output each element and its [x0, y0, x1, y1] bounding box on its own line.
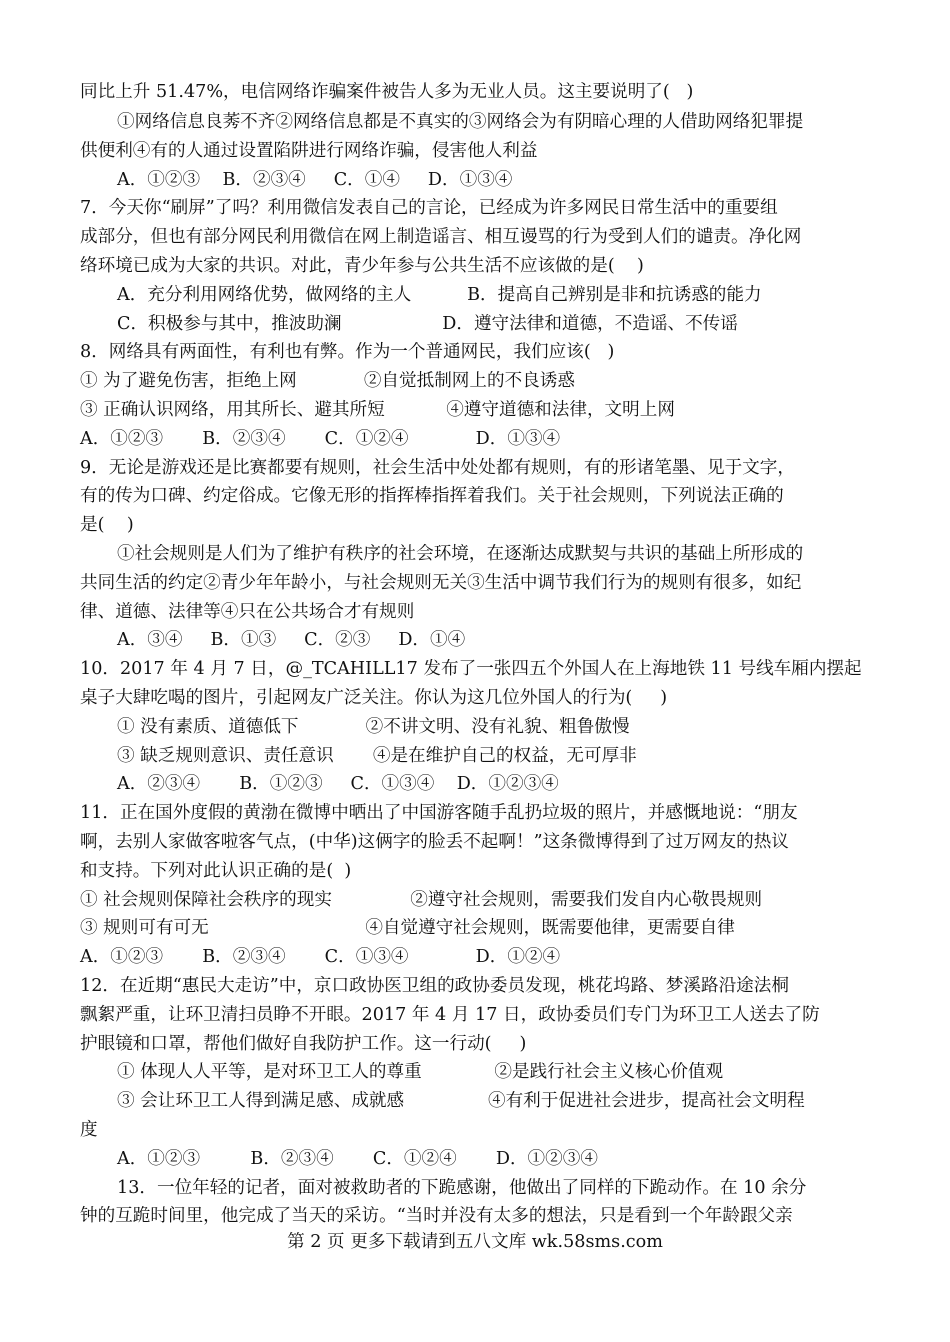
- text-line: 成部分，但也有部分网民利用微信在网上制造谣言、相互谩骂的行为受到人们的谴责。净化网: [80, 227, 802, 247]
- text-line: 和支持。下列对此认识正确的是( ): [80, 861, 352, 881]
- text-line: 共同生活的约定②青少年年龄小，与社会规则无关③生活中调节我们行为的规则有很多，如纪: [80, 573, 802, 593]
- text-line: ③ 会让环卫工人得到满足感、成就感 ④有利于促进社会进步，提高社会文明程: [117, 1091, 805, 1111]
- text-line: 护眼镜和口罩，帮他们做好自我防护工作。这一行动( ): [80, 1034, 527, 1054]
- answer-options: C．积极参与其中，推波助澜 D．遵守法律和道德，不造谣、不传谣: [117, 314, 738, 334]
- question-7: 7．今天你“刷屏”了吗？利用微信发表自己的言论，已经成为许多网民日常生活中的重要组: [80, 198, 778, 218]
- answer-options: A．①②③ B．②③④ C．①③④ D．①②④: [80, 947, 561, 967]
- text-line: 钟的互跪时间里，他完成了当天的采访。“当时并没有太多的想法，只是看到一个年龄跟父亲: [80, 1206, 793, 1226]
- text-line: 是( ): [80, 515, 134, 535]
- text-line: 度: [80, 1120, 98, 1140]
- text-line: ① 没有素质、道德低下 ②不讲文明、没有礼貌、粗鲁傲慢: [117, 717, 630, 737]
- text-line: ③ 正确认识网络，用其所长、避其所短 ④遵守道德和法律，文明上网: [80, 400, 675, 420]
- question-12: 12．在近期“惠民大走访”中，京口政协医卫组的政协委员发现，桃花坞路、梦溪路沿途法桐: [80, 976, 789, 996]
- text-line: ① 社会规则保障社会秩序的现实 ②遵守社会规则，需要我们发自内心敬畏规则: [80, 890, 763, 910]
- question-11: 11．正在国外度假的黄渤在微博中晒出了中国游客随手乱扔垃圾的照片，并感慨地说：“朋友: [80, 803, 798, 823]
- page-footer: 第 2 页 更多下载请到五八文库 wk.58sms.com: [287, 1232, 663, 1252]
- text-line: ①社会规则是人们为了维护有秩序的社会环境，在逐渐达成默契与共识的基础上所形成的: [117, 544, 804, 564]
- question-10: 10．2017 年 4 月 7 日，@_TCAHILL17 发布了一张四五个外国人在上海地铁 11 号线车厢内摆起: [80, 659, 862, 679]
- question-8: 8．网络具有两面性，有利也有弊。作为一个普通网民，我们应该( ): [80, 342, 615, 362]
- text-line: 供便利④有的人通过设置陷阱进行网络诈骗，侵害他人利益: [80, 141, 538, 161]
- text-line: ①网络信息良莠不齐②网络信息都是不真实的③网络会为有阴暗心理的人借助网络犯罪提: [117, 112, 804, 132]
- text-line: ① 为了避免伤害，拒绝上网 ②自觉抵制网上的不良诱惑: [80, 371, 575, 391]
- answer-options: A．③④ B．①③ C．②③ D．①④: [117, 630, 466, 650]
- answer-options: A．②③④ B．①②③ C．①③④ D．①②③④: [117, 774, 559, 794]
- question-9: 9．无论是游戏还是比赛都要有规则，社会生活中处处都有规则，有的形诸笔墨、见于文字，: [80, 458, 795, 478]
- text-line: 啊，去别人家做客啦客气点，(中华)这俩字的脸丢不起啊！”这条微博得到了过万网友的热议: [80, 832, 789, 852]
- text-line: ③ 规则可有可无 ④自觉遵守社会规则，既需要他律，更需要自律: [80, 918, 735, 938]
- text-line: 律、道德、法律等④只在公共场合才有规则: [80, 602, 415, 622]
- text-line: ① 体现人人平等，是对环卫工人的尊重 ②是践行社会主义核心价值观: [117, 1062, 724, 1082]
- text-line: 桌子大肆吃喝的图片，引起网友广泛关注。你认为这几位外国人的行为( ): [80, 688, 668, 708]
- text-line: ③ 缺乏规则意识、责任意识 ④是在维护自己的权益，无可厚非: [117, 746, 637, 766]
- answer-options: A．①②③ B．②③④ C．①②④ D．①③④: [80, 429, 561, 449]
- answer-options: A．充分利用网络优势，做网络的主人 B．提高自己辨别是非和抗诱惑的能力: [117, 285, 762, 305]
- text-line: 同比上升 51.47%，电信网络诈骗案件被告人多为无业人员。这主要说明了( ): [80, 82, 694, 102]
- text-line: 络环境已成为大家的共识。对此，青少年参与公共生活不应该做的是( ): [80, 256, 644, 276]
- answer-options: A．①②③ B．②③④ C．①④ D．①③④: [117, 170, 513, 190]
- text-line: 飘絮严重，让环卫清扫员睁不开眼。2017 年 4 月 17 日，政协委员们专门为环卫工人送去了防: [80, 1005, 820, 1025]
- answer-options: A．①②③ B．②③④ C．①②④ D．①②③④: [117, 1149, 598, 1169]
- text-line: 有的传为口碑、约定俗成。它像无形的指挥棒指挥着我们。关于社会规则，下列说法正确的: [80, 486, 784, 506]
- question-13: 13．一位年轻的记者，面对被救助者的下跪感谢，他做出了同样的下跪动作。在 10 余分: [117, 1178, 807, 1198]
